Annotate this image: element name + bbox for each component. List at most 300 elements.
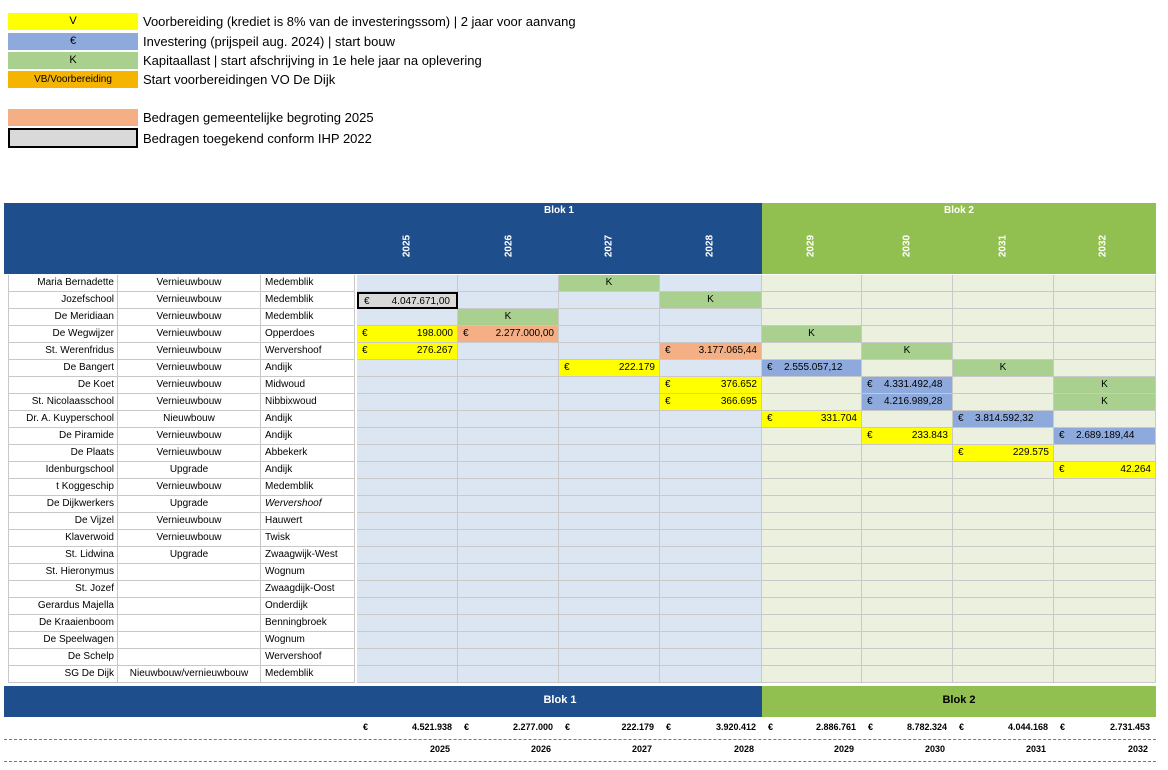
- footer-year-2026: 2026: [530, 744, 551, 754]
- school-name-cell[interactable]: Jozefschool: [8, 292, 118, 309]
- year-cell-2031[interactable]: [953, 411, 1054, 428]
- year-cell-2030[interactable]: [862, 598, 953, 615]
- build-type-cell[interactable]: Vernieuwbouw: [118, 479, 261, 496]
- school-name-cell[interactable]: St. Jozef: [8, 581, 118, 598]
- year-cell-2026[interactable]: [458, 462, 559, 479]
- year-cell-2025[interactable]: [357, 649, 458, 666]
- year-cell-2032[interactable]: [1054, 632, 1156, 649]
- year-cell-2030[interactable]: [862, 309, 953, 326]
- year-cell-2030[interactable]: [862, 428, 953, 445]
- school-name-cell[interactable]: Dr. A. Kuyperschool: [8, 411, 118, 428]
- legend-swatch-vb: VB/Voorbereiding: [8, 71, 138, 88]
- location-cell[interactable]: Wognum: [261, 632, 355, 649]
- year-cell-2028[interactable]: [660, 462, 762, 479]
- year-cell-2030[interactable]: [862, 326, 953, 343]
- year-cell-2030[interactable]: [862, 275, 953, 292]
- year-cell-2031[interactable]: [953, 445, 1054, 462]
- location-cell[interactable]: Medemblik: [261, 275, 355, 292]
- year-cell-2030[interactable]: [862, 411, 953, 428]
- location-cell[interactable]: Zwaagwijk-West: [261, 547, 355, 564]
- amount-value: 4.331.492,48: [884, 379, 943, 390]
- year-cell-2032[interactable]: [1054, 615, 1156, 632]
- year-cell-2031[interactable]: [953, 394, 1054, 411]
- school-name-cell[interactable]: De Speelwagen: [8, 632, 118, 649]
- year-cell-2029[interactable]: [762, 428, 862, 445]
- year-cell-2031[interactable]: [953, 632, 1054, 649]
- year-cell-2032[interactable]: [1054, 581, 1156, 598]
- year-cell-2030[interactable]: [862, 445, 953, 462]
- year-cell-2030[interactable]: [862, 377, 953, 394]
- year-cell-2031[interactable]: [953, 598, 1054, 615]
- year-cell-2027[interactable]: [559, 360, 660, 377]
- year-cell-2026[interactable]: [458, 598, 559, 615]
- school-name-cell[interactable]: De Koet: [8, 377, 118, 394]
- year-cell-2025[interactable]: [357, 275, 458, 292]
- build-type-cell[interactable]: Vernieuwbouw: [118, 513, 261, 530]
- year-cell-2025[interactable]: [357, 632, 458, 649]
- school-name-cell[interactable]: De Kraaienboom: [8, 615, 118, 632]
- build-type-cell[interactable]: Vernieuwbouw: [118, 394, 261, 411]
- year-header-2025: 2025: [401, 234, 413, 258]
- table-row: [8, 377, 1156, 394]
- year-cell-2027[interactable]: [559, 462, 660, 479]
- year-cell-2025[interactable]: [357, 513, 458, 530]
- year-cell-2028[interactable]: [660, 649, 762, 666]
- year-cell-2030[interactable]: [862, 530, 953, 547]
- year-cell-2029[interactable]: [762, 411, 862, 428]
- year-cell-2030[interactable]: [862, 292, 953, 309]
- year-cell-2029[interactable]: [762, 547, 862, 564]
- year-cell-2029[interactable]: [762, 496, 862, 513]
- location-cell[interactable]: Wervershoof: [261, 496, 355, 513]
- year-cell-2029[interactable]: [762, 666, 862, 683]
- build-type-cell[interactable]: [118, 615, 261, 632]
- year-cell-2030[interactable]: [862, 496, 953, 513]
- year-cell-2028[interactable]: [660, 496, 762, 513]
- year-cell-2027[interactable]: [559, 615, 660, 632]
- table-row: [8, 649, 1156, 666]
- year-cell-2030[interactable]: [862, 462, 953, 479]
- location-cell[interactable]: Hauwert: [261, 513, 355, 530]
- year-cell-2025[interactable]: [357, 547, 458, 564]
- year-cell-2028[interactable]: [660, 326, 762, 343]
- location-cell[interactable]: Andijk: [261, 411, 355, 428]
- year-cell-2032[interactable]: [1054, 666, 1156, 683]
- year-cell-2028[interactable]: [660, 309, 762, 326]
- year-cell-2026[interactable]: [458, 360, 559, 377]
- year-cell-2029[interactable]: [762, 292, 862, 309]
- year-cell-2028[interactable]: [660, 564, 762, 581]
- year-cell-2031[interactable]: [953, 309, 1054, 326]
- year-cell-2028[interactable]: [660, 615, 762, 632]
- year-cell-2027[interactable]: [559, 309, 660, 326]
- year-cell-2025[interactable]: [357, 598, 458, 615]
- year-cell-2032[interactable]: [1054, 445, 1156, 462]
- school-name-cell[interactable]: Maria Bernadette: [8, 275, 118, 292]
- year-cell-2025[interactable]: [357, 394, 458, 411]
- year-cell-2032[interactable]: [1054, 547, 1156, 564]
- school-name-cell[interactable]: De Wegwijzer: [8, 326, 118, 343]
- year-cell-2029[interactable]: [762, 309, 862, 326]
- year-cell-2031[interactable]: [953, 428, 1054, 445]
- school-name-cell[interactable]: Idenburgschool: [8, 462, 118, 479]
- school-name-cell[interactable]: De Piramide: [8, 428, 118, 445]
- location-cell[interactable]: Andijk: [261, 360, 355, 377]
- year-cell-2032[interactable]: [1054, 428, 1156, 445]
- year-cell-2030[interactable]: [862, 513, 953, 530]
- school-name-cell[interactable]: St. Lidwina: [8, 547, 118, 564]
- year-cell-2027[interactable]: [559, 649, 660, 666]
- year-cell-2026[interactable]: [458, 666, 559, 683]
- year-cell-2027[interactable]: [559, 445, 660, 462]
- year-cell-2032[interactable]: [1054, 292, 1156, 309]
- location-cell[interactable]: Wervershoof: [261, 649, 355, 666]
- year-cell-2030[interactable]: [862, 547, 953, 564]
- year-cell-2027[interactable]: [559, 411, 660, 428]
- footer-blok1-label: Blok 1: [543, 694, 577, 706]
- year-cell-2029[interactable]: [762, 377, 862, 394]
- year-cell-2027[interactable]: [559, 394, 660, 411]
- year-cell-2025[interactable]: [357, 581, 458, 598]
- year-cell-2028[interactable]: [660, 513, 762, 530]
- year-cell-2027[interactable]: [559, 581, 660, 598]
- year-cell-2027[interactable]: [559, 513, 660, 530]
- build-type-cell[interactable]: Upgrade: [118, 496, 261, 513]
- year-cell-2032[interactable]: [1054, 343, 1156, 360]
- year-cell-2025[interactable]: [357, 479, 458, 496]
- school-name-cell[interactable]: De Vijzel: [8, 513, 118, 530]
- build-type-cell[interactable]: Vernieuwbouw: [118, 428, 261, 445]
- year-cell-2027[interactable]: [559, 547, 660, 564]
- year-cell-2025[interactable]: [357, 564, 458, 581]
- year-cell-2025[interactable]: [357, 445, 458, 462]
- year-cell-2027[interactable]: K: [559, 275, 660, 292]
- year-cell-2028[interactable]: [660, 377, 762, 394]
- build-type-cell[interactable]: Vernieuwbouw: [118, 360, 261, 377]
- year-cell-2028[interactable]: [660, 360, 762, 377]
- year-cell-2025[interactable]: [357, 666, 458, 683]
- year-cell-2031[interactable]: [953, 292, 1054, 309]
- year-cell-2025[interactable]: [357, 530, 458, 547]
- build-type-cell[interactable]: Vernieuwbouw: [118, 309, 261, 326]
- amount-value: 276.267: [416, 345, 453, 356]
- table-row: [8, 462, 1156, 479]
- year-cell-2028[interactable]: [660, 666, 762, 683]
- year-cell-2029[interactable]: K: [762, 326, 862, 343]
- year-cell-2029[interactable]: [762, 615, 862, 632]
- year-cell-2026[interactable]: [458, 496, 559, 513]
- amount-value: 4.047.671,00: [391, 296, 450, 307]
- year-cell-2031[interactable]: [953, 547, 1054, 564]
- year-cell-2032[interactable]: [1054, 564, 1156, 581]
- year-cell-2026[interactable]: [458, 394, 559, 411]
- year-cell-2030[interactable]: [862, 632, 953, 649]
- year-cell-2029[interactable]: [762, 564, 862, 581]
- year-cell-2025[interactable]: [357, 326, 458, 343]
- year-cell-2029[interactable]: [762, 513, 862, 530]
- year-cell-2031[interactable]: [953, 326, 1054, 343]
- school-name-cell[interactable]: De Dijkwerkers: [8, 496, 118, 513]
- school-name-cell[interactable]: De Meridiaan: [8, 309, 118, 326]
- year-cell-2026[interactable]: [458, 343, 559, 360]
- year-cell-2032[interactable]: [1054, 360, 1156, 377]
- table-row: [8, 326, 1156, 343]
- location-cell[interactable]: Abbekerk: [261, 445, 355, 462]
- build-type-cell[interactable]: Upgrade: [118, 547, 261, 564]
- year-cell-2026[interactable]: [458, 513, 559, 530]
- year-cell-2029[interactable]: [762, 275, 862, 292]
- year-cell-2025[interactable]: [357, 428, 458, 445]
- school-name-cell[interactable]: St. Hieronymus: [8, 564, 118, 581]
- year-cell-2025[interactable]: [357, 343, 458, 360]
- build-type-cell[interactable]: [118, 632, 261, 649]
- school-name-cell[interactable]: St. Werenfridus: [8, 343, 118, 360]
- school-name-cell[interactable]: SG De Dijk: [8, 666, 118, 683]
- year-cell-2031[interactable]: [953, 564, 1054, 581]
- year-cell-2031[interactable]: K: [953, 360, 1054, 377]
- build-type-cell[interactable]: [118, 581, 261, 598]
- year-cell-2025[interactable]: [357, 377, 458, 394]
- year-cell-2027[interactable]: [559, 326, 660, 343]
- year-cell-2029[interactable]: [762, 649, 862, 666]
- year-cell-2026[interactable]: [458, 428, 559, 445]
- year-cell-2025[interactable]: [357, 292, 458, 309]
- year-cell-2026[interactable]: K: [458, 309, 559, 326]
- location-cell[interactable]: Zwaagdijk-Oost: [261, 581, 355, 598]
- table-row: [8, 275, 1156, 292]
- legend-swatch-investering: €: [8, 33, 138, 50]
- build-type-cell[interactable]: Nieuwbouw: [118, 411, 261, 428]
- year-cell-2032[interactable]: [1054, 649, 1156, 666]
- location-cell[interactable]: Opperdoes: [261, 326, 355, 343]
- year-cell-2032[interactable]: [1054, 530, 1156, 547]
- year-cell-2027[interactable]: [559, 496, 660, 513]
- year-cell-2031[interactable]: [953, 275, 1054, 292]
- table-row: [8, 445, 1156, 462]
- footer-year-2031: 2031: [1025, 744, 1046, 754]
- year-cell-2026[interactable]: [458, 649, 559, 666]
- year-cell-2025[interactable]: [357, 496, 458, 513]
- build-type-cell[interactable]: Vernieuwbouw: [118, 530, 261, 547]
- year-cell-2028[interactable]: [660, 632, 762, 649]
- build-type-cell[interactable]: [118, 649, 261, 666]
- year-cell-2031[interactable]: [953, 530, 1054, 547]
- currency-symbol: €: [665, 379, 671, 390]
- year-cell-2030[interactable]: [862, 479, 953, 496]
- year-cell-2032[interactable]: [1054, 326, 1156, 343]
- currency-symbol: €: [463, 328, 469, 339]
- year-cell-2030[interactable]: [862, 564, 953, 581]
- year-cell-2028[interactable]: [660, 445, 762, 462]
- location-cell[interactable]: Onderdijk: [261, 598, 355, 615]
- year-cell-2032[interactable]: K: [1054, 394, 1156, 411]
- year-cell-2029[interactable]: [762, 360, 862, 377]
- year-cell-2031[interactable]: [953, 666, 1054, 683]
- amount-value: 366.695: [720, 396, 757, 407]
- build-type-cell[interactable]: Vernieuwbouw: [118, 377, 261, 394]
- location-cell[interactable]: Andijk: [261, 462, 355, 479]
- year-cell-2027[interactable]: [559, 343, 660, 360]
- location-cell[interactable]: Wognum: [261, 564, 355, 581]
- year-cell-2026[interactable]: [458, 411, 559, 428]
- school-name-cell[interactable]: St. Nicolaasschool: [8, 394, 118, 411]
- year-cell-2025[interactable]: [357, 462, 458, 479]
- year-cell-2026[interactable]: [458, 275, 559, 292]
- location-cell[interactable]: Midwoud: [261, 377, 355, 394]
- table-row: [8, 615, 1156, 632]
- build-type-cell[interactable]: [118, 564, 261, 581]
- location-cell[interactable]: Twisk: [261, 530, 355, 547]
- year-cell-2030[interactable]: [862, 581, 953, 598]
- legend-text-vb: Start voorbereidingen VO De Dijk: [143, 72, 336, 87]
- school-name-cell[interactable]: Gerardus Majella: [8, 598, 118, 615]
- year-cell-2027[interactable]: [559, 598, 660, 615]
- currency-symbol: €: [867, 379, 873, 390]
- amount-value: 233.843: [911, 430, 948, 441]
- school-name-cell[interactable]: De Bangert: [8, 360, 118, 377]
- year-cell-2031[interactable]: [953, 343, 1054, 360]
- year-cell-2030[interactable]: [862, 360, 953, 377]
- year-cell-2027[interactable]: [559, 564, 660, 581]
- header-blok2-label: Blok 2: [943, 205, 974, 216]
- year-cell-2032[interactable]: [1054, 479, 1156, 496]
- year-cell-2032[interactable]: K: [1054, 377, 1156, 394]
- table-row: [8, 598, 1156, 615]
- build-type-cell[interactable]: Vernieuwbouw: [118, 445, 261, 462]
- currency-symbol: €: [666, 722, 672, 732]
- year-cell-2028[interactable]: [660, 428, 762, 445]
- build-type-cell[interactable]: Upgrade: [118, 462, 261, 479]
- year-cell-2031[interactable]: [953, 496, 1054, 513]
- year-cell-2028[interactable]: [660, 275, 762, 292]
- build-type-cell[interactable]: Nieuwbouw/vernieuwbouw: [118, 666, 261, 683]
- year-cell-2027[interactable]: [559, 632, 660, 649]
- year-cell-2026[interactable]: [458, 377, 559, 394]
- location-cell[interactable]: Wervershoof: [261, 343, 355, 360]
- year-cell-2032[interactable]: [1054, 462, 1156, 479]
- year-cell-2031[interactable]: [953, 377, 1054, 394]
- year-cell-2031[interactable]: [953, 513, 1054, 530]
- year-cell-2030[interactable]: [862, 615, 953, 632]
- amount-value: 229.575: [1012, 447, 1049, 458]
- year-cell-2027[interactable]: [559, 292, 660, 309]
- year-cell-2028[interactable]: [660, 411, 762, 428]
- location-cell[interactable]: Andijk: [261, 428, 355, 445]
- year-cell-2029[interactable]: [762, 632, 862, 649]
- year-cell-2029[interactable]: [762, 445, 862, 462]
- year-cell-2030[interactable]: [862, 649, 953, 666]
- school-name-cell[interactable]: De Plaats: [8, 445, 118, 462]
- year-cell-2026[interactable]: [458, 632, 559, 649]
- amount-value: 2.277.000,00: [495, 328, 554, 339]
- year-cell-2031[interactable]: [953, 649, 1054, 666]
- school-name-cell[interactable]: De Schelp: [8, 649, 118, 666]
- amount-value: 42.264: [1120, 464, 1151, 475]
- location-cell[interactable]: Medemblik: [261, 292, 355, 309]
- year-cell-2032[interactable]: [1054, 513, 1156, 530]
- year-cell-2028[interactable]: [660, 479, 762, 496]
- year-cell-2032[interactable]: [1054, 496, 1156, 513]
- year-cell-2028[interactable]: [660, 394, 762, 411]
- year-cell-2029[interactable]: [762, 598, 862, 615]
- location-cell[interactable]: Medemblik: [261, 666, 355, 683]
- year-cell-2028[interactable]: [660, 581, 762, 598]
- footer-year-2025: 2025: [429, 744, 450, 754]
- year-cell-2028[interactable]: [660, 598, 762, 615]
- year-cell-2025[interactable]: [357, 360, 458, 377]
- location-cell[interactable]: Medemblik: [261, 309, 355, 326]
- currency-symbol: €: [1059, 464, 1065, 475]
- year-cell-2031[interactable]: [953, 462, 1054, 479]
- year-cell-2026[interactable]: [458, 326, 559, 343]
- year-cell-2029[interactable]: [762, 394, 862, 411]
- build-type-cell[interactable]: [118, 598, 261, 615]
- footer-divider: [4, 739, 1156, 740]
- year-cell-2032[interactable]: [1054, 598, 1156, 615]
- year-cell-2026[interactable]: [458, 615, 559, 632]
- year-cell-2027[interactable]: [559, 377, 660, 394]
- year-cell-2028[interactable]: [660, 547, 762, 564]
- build-type-cell[interactable]: Vernieuwbouw: [118, 292, 261, 309]
- year-cell-2029[interactable]: [762, 530, 862, 547]
- year-cell-2032[interactable]: [1054, 309, 1156, 326]
- school-name-cell[interactable]: t Koggeschip: [8, 479, 118, 496]
- year-cell-2032[interactable]: [1054, 275, 1156, 292]
- year-cell-2029[interactable]: [762, 343, 862, 360]
- year-cell-2029[interactable]: [762, 462, 862, 479]
- table-row: [8, 292, 1156, 309]
- year-cell-2028[interactable]: K: [660, 292, 762, 309]
- year-cell-2030[interactable]: [862, 666, 953, 683]
- year-cell-2027[interactable]: [559, 428, 660, 445]
- build-type-cell[interactable]: Vernieuwbouw: [118, 326, 261, 343]
- year-cell-2025[interactable]: [357, 411, 458, 428]
- location-cell[interactable]: Medemblik: [261, 479, 355, 496]
- year-cell-2032[interactable]: [1054, 411, 1156, 428]
- legend-text-ihp: Bedragen toegekend conform IHP 2022: [143, 131, 372, 146]
- year-cell-2026[interactable]: [458, 547, 559, 564]
- table-row: [8, 513, 1156, 530]
- year-cell-2026[interactable]: [458, 479, 559, 496]
- year-cell-2031[interactable]: [953, 581, 1054, 598]
- school-name-cell[interactable]: Klaverwoid: [8, 530, 118, 547]
- year-cell-2026[interactable]: [458, 564, 559, 581]
- year-cell-2025[interactable]: [357, 615, 458, 632]
- year-header-2032: 2032: [1097, 234, 1109, 258]
- year-cell-2026[interactable]: [458, 292, 559, 309]
- year-cell-2029[interactable]: [762, 581, 862, 598]
- year-cell-2025[interactable]: [357, 309, 458, 326]
- year-cell-2026[interactable]: [458, 530, 559, 547]
- year-cell-2028[interactable]: [660, 343, 762, 360]
- year-cell-2027[interactable]: [559, 666, 660, 683]
- year-cell-2031[interactable]: [953, 479, 1054, 496]
- year-cell-2028[interactable]: [660, 530, 762, 547]
- year-cell-2029[interactable]: [762, 479, 862, 496]
- build-type-cell[interactable]: Vernieuwbouw: [118, 275, 261, 292]
- amount-value: 3.814.592,32: [975, 413, 1034, 424]
- year-cell-2026[interactable]: [458, 581, 559, 598]
- build-type-cell[interactable]: Vernieuwbouw: [118, 343, 261, 360]
- location-cell[interactable]: Nibbixwoud: [261, 394, 355, 411]
- year-cell-2027[interactable]: [559, 530, 660, 547]
- year-cell-2031[interactable]: [953, 615, 1054, 632]
- year-cell-2027[interactable]: [559, 479, 660, 496]
- year-cell-2026[interactable]: [458, 445, 559, 462]
- year-cell-2030[interactable]: [862, 394, 953, 411]
- year-cell-2030[interactable]: K: [862, 343, 953, 360]
- location-cell[interactable]: Benningbroek: [261, 615, 355, 632]
